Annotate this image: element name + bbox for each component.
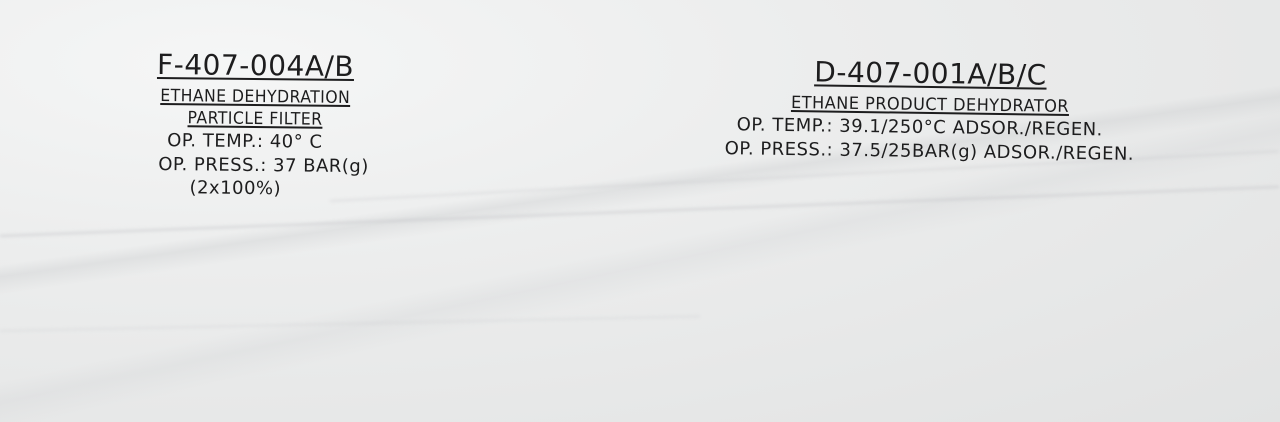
equipment-label-filter: [99, 44, 411, 201]
equipment-description-line1: ETHANE DEHYDRATION: [160, 86, 351, 108]
capacity-note: (2x100%): [189, 177, 282, 200]
equipment-description-line2: PARTICLE FILTER: [187, 108, 323, 130]
equipment-tag: F-407-004A/B: [156, 47, 355, 84]
equipment-label-dehydrator: [639, 50, 1220, 168]
operating-temperature: OP. TEMP.: 40° C: [167, 130, 323, 153]
operating-pressure: OP. PRESS.: 37 BAR(g): [158, 153, 369, 178]
paper-crease: [0, 315, 700, 332]
operating-temperature: OP. TEMP.: 39.1/250°C ADSOR./REGEN.: [736, 114, 1103, 141]
equipment-tag: D-407-001A/B/C: [814, 55, 1047, 92]
operating-pressure: OP. PRESS.: 37.5/25BAR(g) ADSOR./REGEN.: [724, 138, 1135, 165]
equipment-description: ETHANE PRODUCT DEHYDRATOR: [790, 93, 1070, 117]
